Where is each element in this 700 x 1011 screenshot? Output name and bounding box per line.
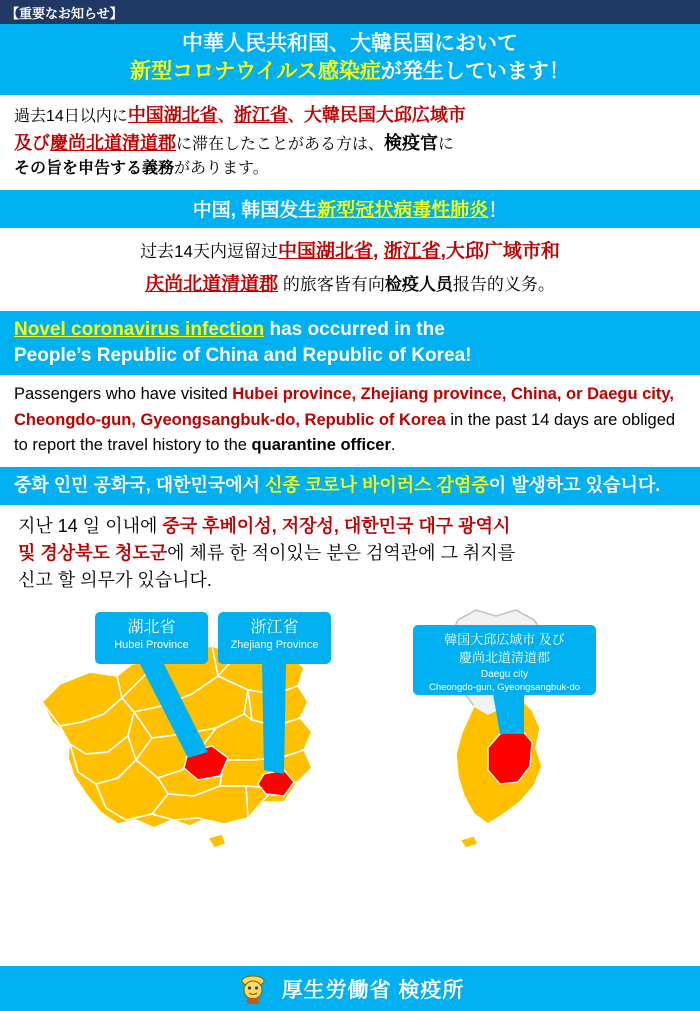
kr-l2-a: 에 체류 한 적이있는 분은 검역관에 그 취지를 — [167, 543, 516, 564]
important-notice-label: 【重要なお知らせ】 — [6, 5, 123, 21]
english-title-line2: People’s Republic of China and Republic of Korea! — [14, 344, 472, 366]
english-title-highlight: Novel coronavirus infection — [14, 318, 265, 340]
maps-area — [0, 602, 700, 880]
korean-title-a: 중화 인민 공화국, 대한민국에서 — [14, 474, 266, 495]
jp-l1-c: 、 — [287, 107, 304, 125]
korean-title-b: 이 발생하고 있습니다. — [488, 474, 661, 495]
cn-l1-a: 过去14天内逗留过 — [140, 242, 279, 262]
zhejiang-pointer — [262, 664, 286, 774]
chinese-body-line2 — [14, 269, 686, 301]
korean-body-line1 — [18, 513, 686, 540]
english-title-line1 — [14, 317, 686, 343]
en-red: Hubei province, Zhejiang province, China, or Daegu city, Cheongdo-gun, Gyeongsangbuk-do, Republic of Korea — [14, 385, 674, 429]
korean-body — [0, 505, 700, 602]
jp-l1-hl3: 大韓民国大邱広域市 — [303, 104, 466, 125]
jp-l2-hl2: 慶尚北道清道郡 — [50, 132, 176, 153]
japanese-body-line2 — [14, 130, 686, 158]
jp-l1-b: 、 — [217, 107, 234, 125]
cn-l1-hl2: 浙江省 — [383, 241, 441, 263]
english-title-block — [0, 311, 700, 375]
jp-l2-a: に滞在したことがある方は、 — [176, 135, 385, 153]
important-notice-bar — [0, 0, 700, 24]
japanese-title-line2 — [0, 58, 700, 86]
jp-l1-a: 過去14日以内に — [14, 107, 128, 125]
japanese-title-rest: が発生しています！ — [380, 60, 570, 84]
japanese-body-line3 — [14, 157, 686, 182]
jp-l2-hl1: 及び — [14, 132, 50, 153]
japanese-title-line1: 中華人民共和国、大韓民国において — [182, 32, 518, 55]
callout-zhejiang — [218, 612, 331, 664]
mascot-icon — [236, 972, 270, 1006]
callout-hubei-subtitle: Hubei Province — [114, 639, 189, 652]
chinese-body — [0, 228, 700, 311]
jp-l1-hl2: 浙江省 — [233, 104, 288, 125]
chinese-title-a: 中国, 韩国发生 — [192, 200, 318, 222]
callout-korea-title-line2: 慶尚北道清道郡 — [458, 649, 550, 665]
jp-l1-hl1: 中国湖北省 — [127, 104, 218, 125]
jp-l3-a: があります。 — [174, 160, 269, 178]
japanese-body — [0, 95, 700, 191]
japanese-title-highlight: 新型コロナウイルス感染症 — [130, 60, 381, 84]
jp-l3-bk: その旨を申告する義務 — [14, 160, 175, 178]
cn-l1-b: , — [373, 241, 384, 263]
japanese-title-block — [0, 24, 700, 95]
callout-korea-title-line1: 韓国大邱広域市 及び — [444, 632, 565, 648]
chinese-title-b: ！ — [488, 200, 508, 222]
en-b: in the past 14 days are obliged to report the travel history to the — [14, 410, 676, 455]
kr-l1-red: 중국 후베이성, 저장성, 대한민국 대구 광역시 — [162, 516, 511, 537]
footer-organization: 厚生労働省 検疫所 — [281, 978, 465, 1002]
cn-l2-a: 的旅客皆有向 — [278, 274, 385, 294]
chinese-body-line1 — [14, 236, 686, 268]
cn-l1-hl3: 大邱广域市和 — [445, 241, 560, 263]
callout-zhejiang-title: 浙江省 — [250, 619, 299, 637]
en-c: . — [390, 436, 396, 455]
callout-korea-subtitle-line1: Daegu city — [480, 669, 529, 681]
callout-hubei-title: 湖北省 — [127, 619, 176, 637]
callout-hubei — [95, 612, 208, 664]
kr-l2-red: 및 경상북도 청도군 — [18, 543, 168, 564]
callout-korea-subtitle-line2: Cheongdo-gun, Gyeongsangbuk-do — [428, 682, 581, 694]
en-bk: quarantine officer — [251, 436, 391, 455]
cn-l1-c: , — [440, 241, 446, 263]
callout-zhejiang-subtitle: Zhejiang Province — [230, 639, 319, 652]
kr-l1-a: 지난 14 일 이내에 — [18, 516, 163, 537]
english-title-a: has occurred in the — [264, 318, 445, 340]
english-body — [0, 375, 700, 467]
en-a: Passengers who have visited — [14, 385, 233, 404]
cn-l1-hl1: 中国湖北省 — [278, 241, 374, 263]
japanese-body-line1 — [14, 102, 686, 130]
cn-l2-bk: 检疫人员 — [384, 274, 453, 294]
korean-title-block — [0, 467, 700, 505]
korean-title-highlight: 신종 코로나 바이러스 감염증 — [265, 474, 489, 495]
cn-l2-hl1: 庆尚北道清道郡 — [145, 273, 279, 295]
chinese-title-block — [0, 190, 700, 228]
chinese-title-highlight: 新型冠状病毒性肺炎 — [317, 200, 489, 222]
jp-l2-bk: 検疫官 — [384, 132, 439, 153]
callout-korea — [413, 625, 596, 695]
cn-l2-b: 报告的义务。 — [452, 274, 555, 294]
korean-body-line2 — [18, 540, 686, 567]
footer — [0, 966, 700, 1011]
korean-body-line3: 신고 할 의무가 있습니다. — [18, 570, 212, 591]
jp-l2-b: に — [438, 135, 455, 153]
